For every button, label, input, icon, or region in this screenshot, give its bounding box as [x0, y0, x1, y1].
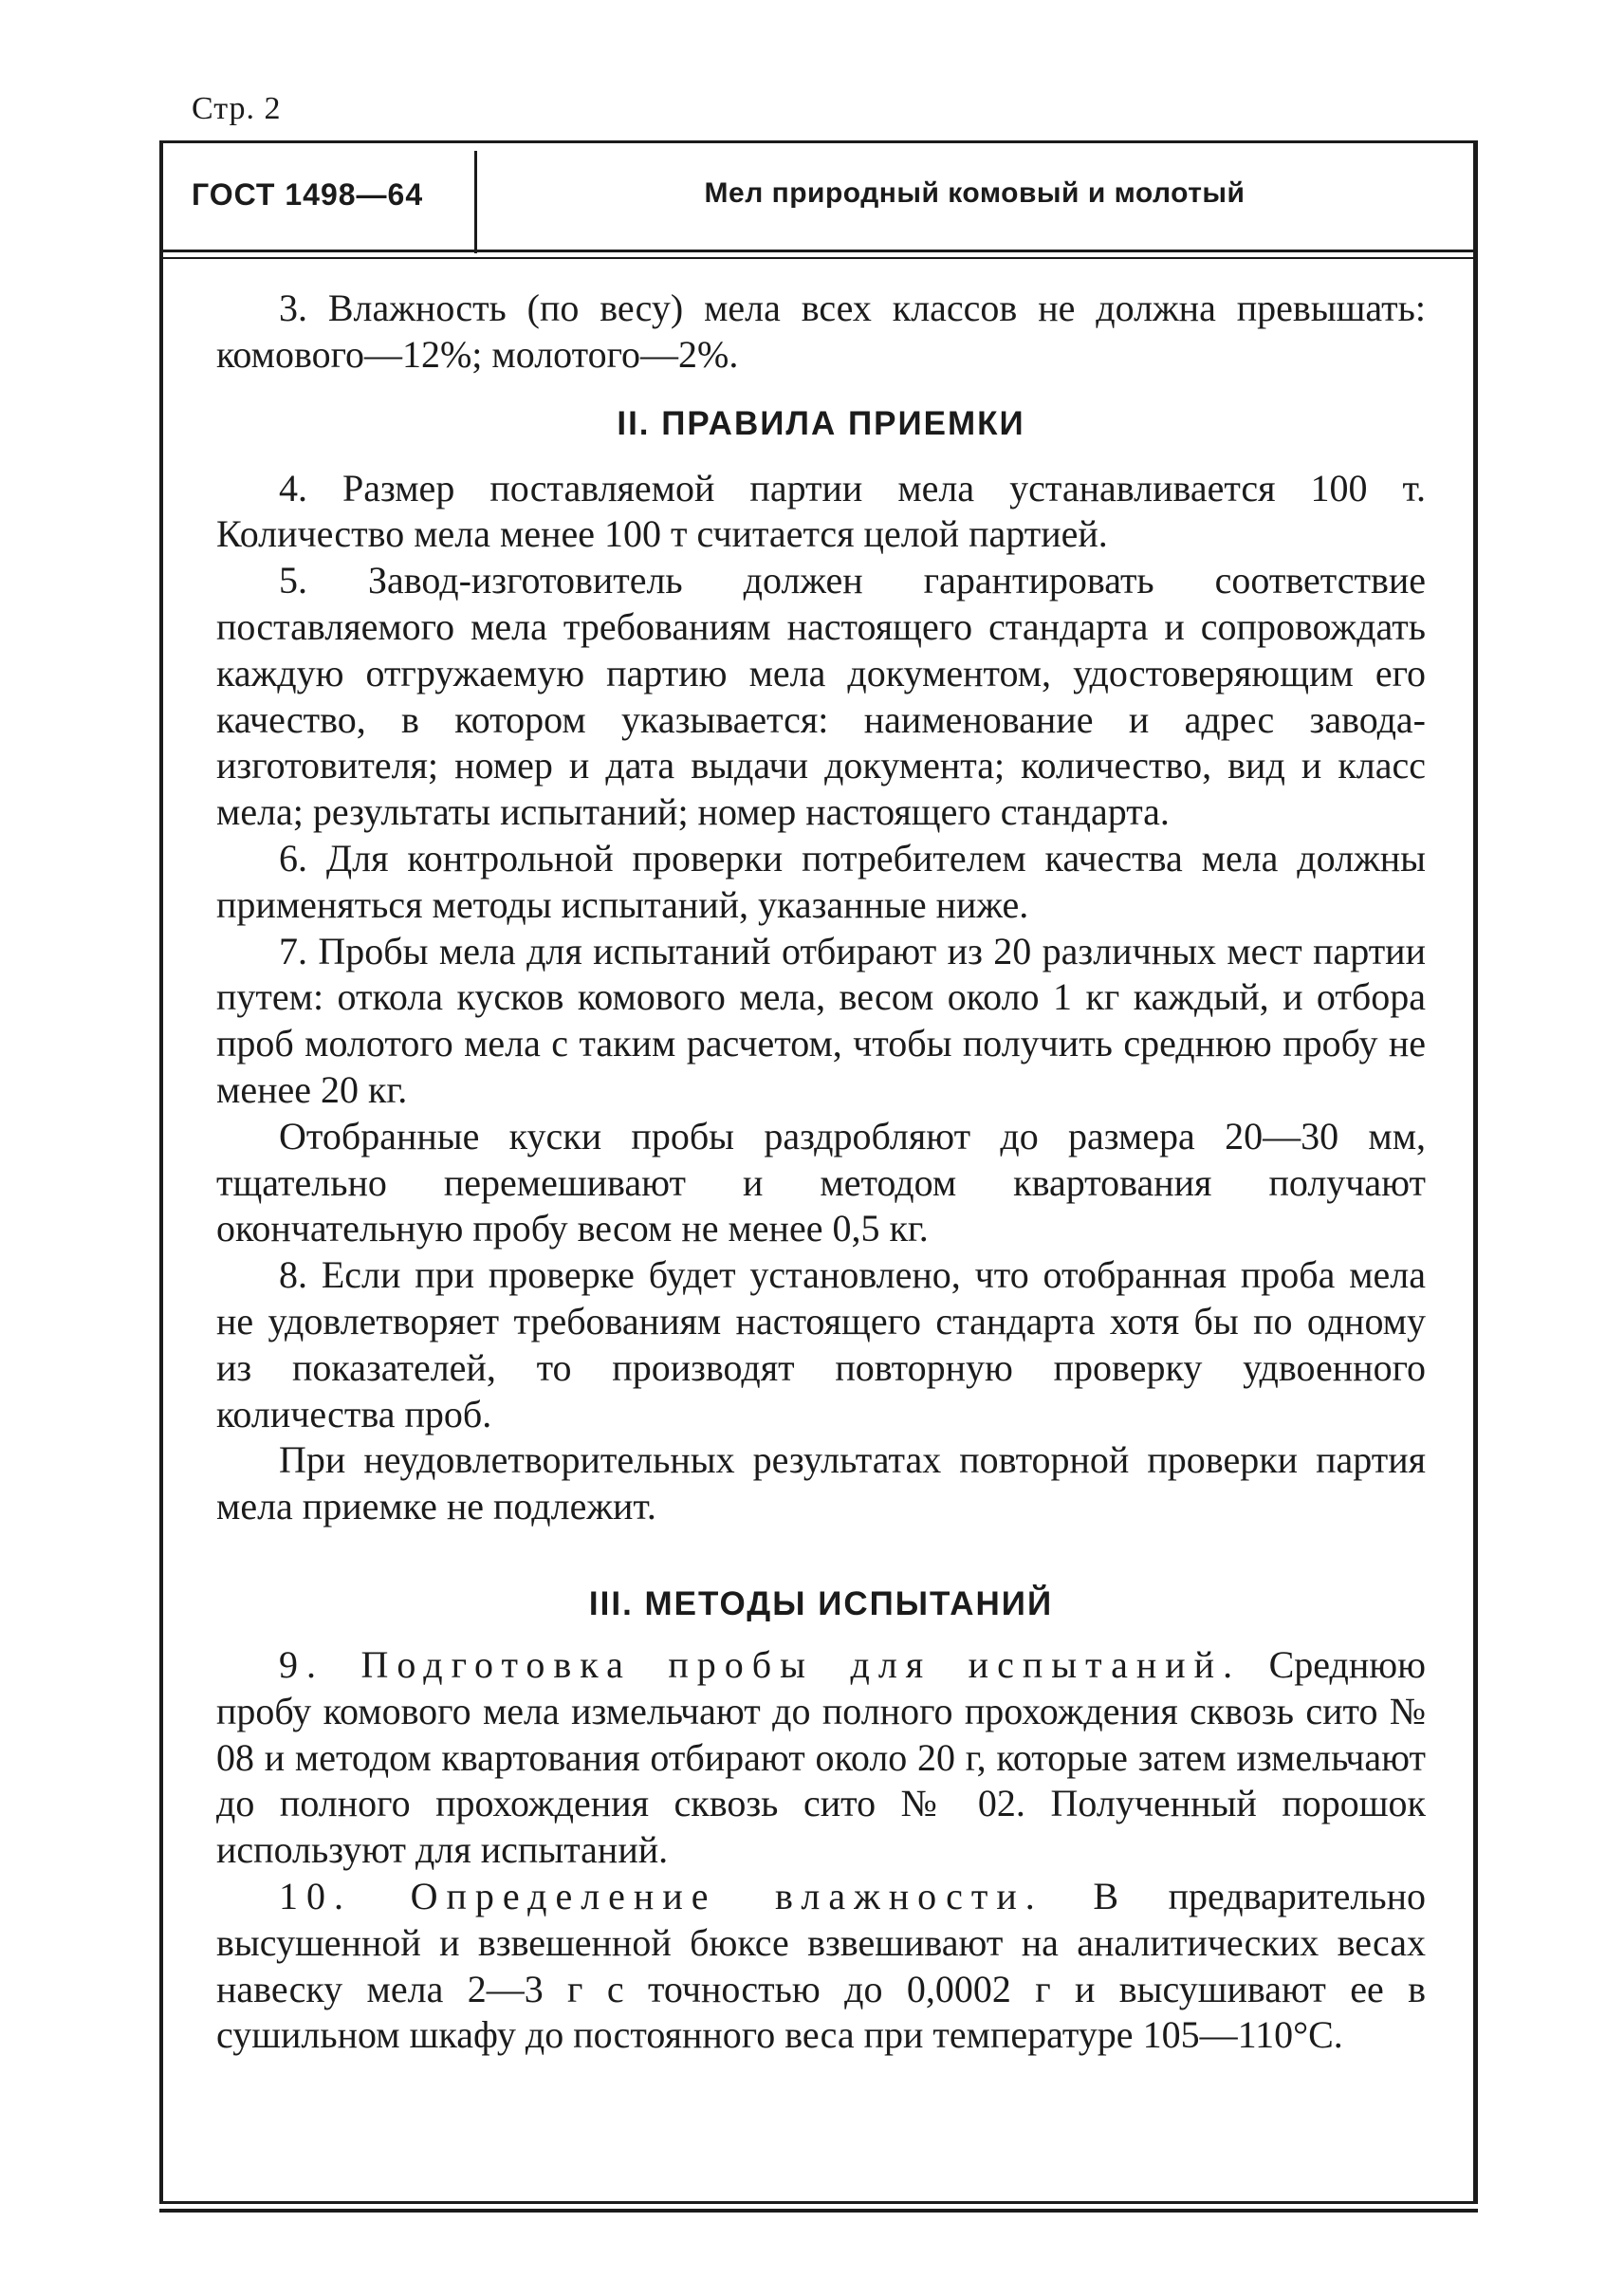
- clause-10: [216, 1874, 1426, 2059]
- section-heading-acceptance-rules: II. ПРАВИЛА ПРИЕМКИ: [617, 404, 1025, 442]
- clause-4: 4. Размер поставляемой партии мела устанавливается 100 т. Количество мела менее 100 т считается целой партией.: [216, 466, 1426, 556]
- clause-8-continuation: При неудовлетворительных результатах повторной проверки партия мела приемке не подлежит.: [216, 1438, 1426, 1528]
- page-number: Стр. 2: [192, 91, 282, 126]
- clause-6: 6. Для контрольной проверки потребителем качества мела должны применяться методы испытаний, указанные ниже.: [216, 836, 1426, 926]
- standard-title: Мел природный комовый и молотый: [704, 177, 1246, 209]
- clause-10-body: В предварительно высушенной и взвешенной бюксе взвешивают на аналитических весах навеску мела 2—3 г с точностью до 0,0002 г и высушивают ее в сушильном шкафу до постоянного веса при температуре 105—110°С.: [216, 1874, 1426, 2057]
- clause-8: 8. Если при проверке будет установлено, что отобранная проба мела не удовлетворяет требованиям настоящего стандарта хотя бы по одному из показателей, то производят повторную проверку удвоенного количества проб.: [216, 1253, 1426, 1435]
- document-frame: [159, 140, 1478, 2204]
- clause-3: 3. Влажность (по весу) мела всех классов не должна превышать: комового—12%; молотого—2%.: [216, 287, 1426, 376]
- document-body: [216, 286, 1426, 2059]
- clause-9: [216, 1642, 1426, 1874]
- clause-7: 7. Пробы мела для испытаний отбирают из 20 различных мест партии путем: откола кусков комового мела, весом около 1 кг каждый, и отбора проб молотого мела с таким расчетом, чтобы получить среднюю пробу не менее 20 кг.: [216, 929, 1426, 1111]
- standard-code: ГОСТ 1498—64: [192, 177, 424, 212]
- document-header: [163, 143, 1473, 252]
- clause-9-body: Среднюю пробу комового мела измельчают до полного прохождения сквозь сито № 08 и методом квартования отбирают около 20 г, которые затем измельчают до полного прохождения сквозь сито № 02. Полученный порошок используют для испытаний.: [216, 1642, 1427, 1872]
- clause-5: 5. Завод-изготовитель должен гарантировать соответствие поставляемого мела требованиям настоящего стандарта и сопровождать каждую отгружаемую партию мела документом, удостоверяющим его качество, в котором указывается: наименование и адрес завода-изготовителя; номер и дата выдачи документа; количество, вид и класс мела; результаты испытаний; номер настоящего стандарта.: [216, 559, 1426, 834]
- clause-10-lead: 10. Определение влажности.: [279, 1874, 1043, 1917]
- section-heading-test-methods: III. МЕТОДЫ ИСПЫТАНИЙ: [588, 1584, 1054, 1622]
- clause-9-lead: 9. Подготовка пробы для испытаний.: [279, 1642, 1242, 1686]
- clause-7-continuation: Отобранные куски пробы раздробляют до размера 20—30 мм, тщательно перемешивают и методом квартования получают окончательную пробу весом не менее 0,5 кг.: [216, 1114, 1426, 1250]
